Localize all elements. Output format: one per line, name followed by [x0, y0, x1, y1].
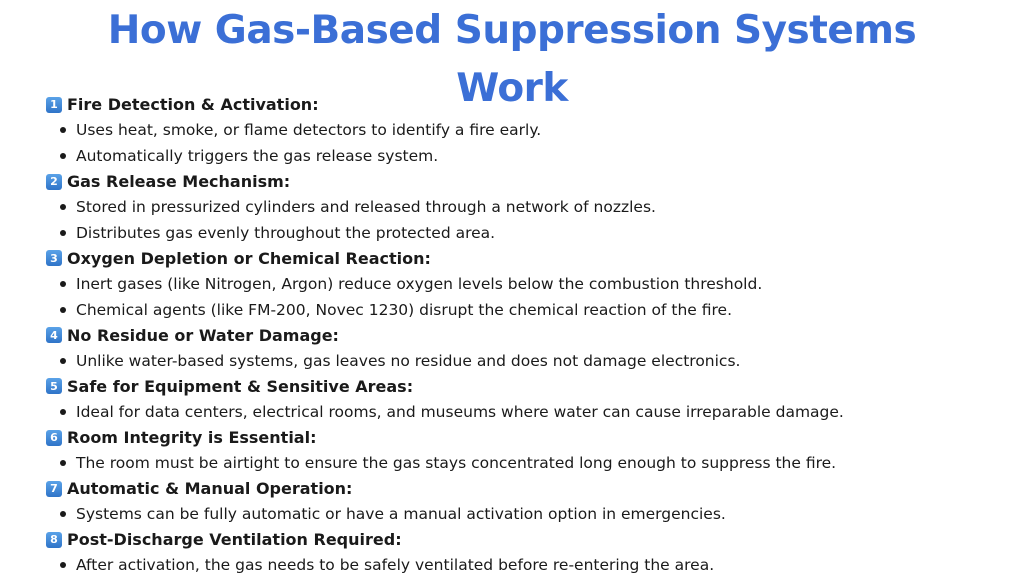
- bullet-list: [46, 271, 1006, 322]
- keycap-number-icon: 8: [46, 532, 62, 548]
- list-item-text: Unlike water-based systems, gas leaves no residue and does not damage electronics.: [76, 351, 741, 370]
- section-heading-text: Automatic & Manual Operation:: [67, 479, 353, 499]
- section-heading-text: No Residue or Water Damage:: [67, 325, 339, 345]
- bullet-icon: [60, 562, 66, 568]
- bullet-icon: [60, 204, 66, 210]
- section-heading: [46, 169, 1006, 195]
- bullet-list: [46, 502, 1006, 528]
- section-heading-text: Room Integrity is Essential:: [67, 428, 317, 448]
- list-item-text: Inert gases (like Nitrogen, Argon) reduce oxygen levels below the combustion threshold.: [76, 274, 763, 293]
- list-item: [46, 502, 1006, 528]
- list-item-text: Stored in pressurized cylinders and released through a network of nozzles.: [76, 198, 656, 217]
- section-heading: [46, 246, 1006, 272]
- list-item: [46, 271, 1006, 297]
- section-heading: [46, 322, 1006, 348]
- list-item: [46, 297, 1006, 323]
- section-heading: [46, 476, 1006, 502]
- bullet-list: [46, 194, 1006, 245]
- bullet-icon: [60, 127, 66, 133]
- keycap-number-icon: 5: [46, 378, 62, 394]
- bullet-list: [46, 348, 1006, 374]
- section-heading-text: Oxygen Depletion or Chemical Reaction:: [67, 248, 431, 268]
- list-item: [46, 348, 1006, 374]
- list-item: [46, 450, 1006, 476]
- section-heading: [46, 527, 1006, 553]
- bullet-icon: [60, 307, 66, 313]
- list-item: [46, 194, 1006, 220]
- list-item: [46, 399, 1006, 425]
- list-item-text: Uses heat, smoke, or flame detectors to identify a fire early.: [76, 121, 542, 140]
- keycap-number-icon: 1: [46, 97, 62, 113]
- section-heading-text: Gas Release Mechanism:: [67, 172, 291, 192]
- list-item: [46, 143, 1006, 169]
- bullet-icon: [60, 511, 66, 517]
- list-item-text: Systems can be fully automatic or have a manual activation option in emergencies.: [76, 505, 726, 524]
- keycap-number-icon: 3: [46, 250, 62, 266]
- list-item-text: Ideal for data centers, electrical rooms, and museums where water can cause irreparable damage.: [76, 402, 844, 421]
- section-heading-text: Post-Discharge Ventilation Required:: [67, 530, 402, 550]
- list-item: [46, 118, 1006, 144]
- section-heading-text: Fire Detection & Activation:: [67, 95, 319, 115]
- list-item-text: After activation, the gas needs to be safely ventilated before re-entering the area.: [76, 556, 715, 575]
- bullet-list: [46, 553, 1006, 576]
- section-heading: [46, 425, 1006, 451]
- list-item-text: The room must be airtight to ensure the gas stays concentrated long enough to suppress the fire.: [76, 454, 837, 473]
- bullet-icon: [60, 409, 66, 415]
- list-item-text: Automatically triggers the gas release system.: [76, 146, 439, 165]
- keycap-number-icon: 2: [46, 174, 62, 190]
- section-heading-text: Safe for Equipment & Sensitive Areas:: [67, 376, 414, 396]
- keycap-number-icon: 7: [46, 481, 62, 497]
- title-line-1: How Gas-Based Suppression Systems: [107, 8, 917, 53]
- bullet-list: [46, 118, 1006, 169]
- bullet-icon: [60, 153, 66, 159]
- section-heading: [46, 92, 1006, 118]
- bullet-list: [46, 450, 1006, 476]
- title-line-2: Work: [456, 66, 568, 111]
- list-item-text: Chemical agents (like FM-200, Novec 1230) disrupt the chemical reaction of the fire.: [76, 300, 733, 319]
- bullet-icon: [60, 230, 66, 236]
- bullet-icon: [60, 281, 66, 287]
- section-heading: [46, 374, 1006, 400]
- list-item: [46, 220, 1006, 246]
- sections-list: [46, 92, 1006, 576]
- list-item: [46, 553, 1006, 576]
- keycap-number-icon: 6: [46, 430, 62, 446]
- bullet-icon: [60, 460, 66, 466]
- keycap-number-icon: 4: [46, 327, 62, 343]
- list-item-text: Distributes gas evenly throughout the protected area.: [76, 223, 496, 242]
- bullet-icon: [60, 358, 66, 364]
- bullet-list: [46, 399, 1006, 425]
